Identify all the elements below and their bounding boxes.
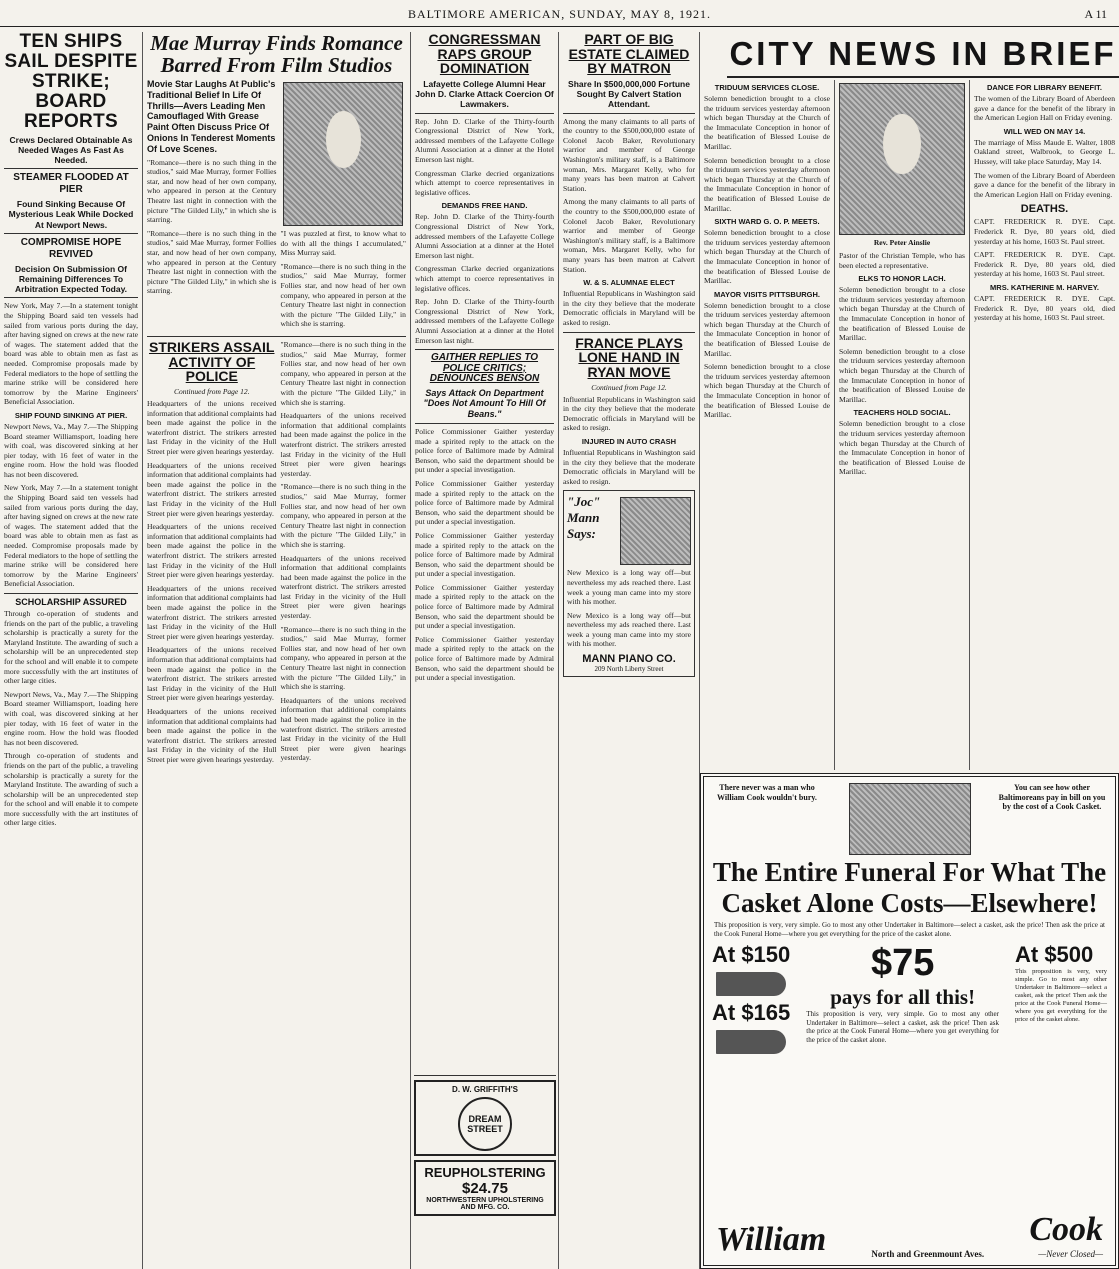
article-body: "Romance—there is no such thing in the studios," said Mae Murray, former Follies star, and now head of her own company, who appeared in person at the Century Theatre last night in connection with the picture "The Gilded Lily," in which she is starring. (280, 340, 406, 407)
article-body: Solemn benediction brought to a close the triduum services yesterday afternoon which began Thursday at the Church of the Immaculate Conception in honor of the beatification of Blessed Louise de Marillac. (704, 228, 830, 286)
rev-ainslie-photo (839, 83, 965, 235)
headline-gaither: GAITHER REPLIES TO POLICE CRITICS; DENOUNCES BENSON (429, 352, 540, 385)
subhead-wed: WILL WED ON MAY 14. (1003, 126, 1086, 136)
article-body: CAPT. FREDERICK R. DYE. Capt. Frederick R. Dye, 80 years old, died yesterday at his home, 1603 St. Paul street. (974, 250, 1115, 279)
mann-piano-address: 209 North Liberty Street (594, 665, 664, 674)
article-body: Headquarters of the unions received information that additional complaints had been made against the police in the waterfront district. The strikers arrested last Friday in the vicinity of the Hull Street pier were given hearings yesterday. (147, 645, 277, 703)
subhead-free-hand: DEMANDS FREE HAND. (441, 201, 528, 211)
article-body: Solemn benediction brought to a close the triduum services yesterday afternoon which began Thursday at the Church of the Immaculate Conception in honor of the beatification of Blessed Louise de Marillac. (839, 346, 965, 404)
article-body: Solemn benediction brought to a close the triduum services yesterday afternoon which began Thursday at the Church of the Immaculate Conception in honor of the beatification of Blessed Louise de Marillac. (704, 362, 830, 420)
city-news-in-brief-heading: CITY NEWS IN BRIEF (727, 32, 1119, 78)
article-body: Through co-operation of students and friends on the part of the public, a traveling scholarship is practically a surety for the Maryland Institute. The awarding of such a scholarship will be an unprecedented step for the school and will enable it to compete more successfully with the art institutes of other large cities. (4, 751, 138, 828)
headline-congressman: CONGRESSMAN RAPS GROUP DOMINATION (428, 32, 541, 77)
article-body: Solemn benediction brought to a close the triduum services yesterday afternoon which began Thursday at the Church of the Immaculate Conception in honor of the beatification of Blessed Louise de Marillac. (839, 419, 965, 477)
article-body: New York, May 7.—In a statement tonight the Shipping Board said ten vessels had sailed from various ports during the day, after having signed on crews at the new rate of wages. The statement added that the board was able to obtain men as fast as needed. Compromise proposals made by Federal mediators to the hope of settling the marine strike will be considered here tomorrow by the Marine Engineers' Beneficial Association. (4, 301, 138, 407)
small-ads-block (414, 1075, 556, 1266)
article-body: Solemn benediction brought to a close the triduum services yesterday afternoon which began Thursday at the Church of the Immaculate Conception in honor of the beatification of Blessed Louise de Marillac. (704, 94, 830, 151)
article-body: Newport News, Va., May 7.—The Shipping Board steamer Williamsport, loading here with coal, was discovered sinking at her pier today, with 16 feet of water in the engine room. How the hold was flooded has not been discovered. (4, 421, 138, 479)
ad-tagline: —Never Closed— (1038, 1249, 1103, 1259)
article-body: Solemn benediction brought to a close the triduum services yesterday afternoon which began Thursday at the Church of the Immaculate Conception in honor of the beatification of Blessed Louise de Marillac. (839, 285, 965, 343)
joc-mann-heading: "Joc" Mann Says: (567, 494, 601, 542)
casket-icon (716, 972, 786, 996)
subhead-ship-found: SHIP FOUND SINKING AT PIER. (14, 410, 128, 420)
dream-street-title: DREAM STREET (458, 1097, 512, 1151)
article-body: The marriage of Miss Maude E. Walter, 1808 Oakland street, Walbrook, to George L. Hussey, will take place Saturday, May 14. (974, 137, 1115, 166)
mae-murray-photo (283, 82, 403, 226)
ad-body: New Mexico is a long way off—but nevertheless my ads reached there. Last week a young man came into my store with his mother. (567, 610, 691, 649)
article-body: Through co-operation of students and friends on the part of the public, a traveling scholarship is practically a surety for the Maryland Institute. The awarding of such a scholarship will be an unprecedented step for the school and will enable it to compete more successfully with the art institutes of other large cities. (4, 609, 138, 686)
article-body: Influential Republicans in Washington said in the city they believe that the moderate Democratic officials in Maryland will be asked to resign. (563, 394, 695, 433)
column-estate (559, 32, 700, 1269)
deck-mae-murray: Movie Star Laughs At Public's Traditional Belief In Life Of Thrills—Avers Leading Men Camouflaged With Grease Paint Often Discuss Price Of Onions In Tenderest Moments Of Love Scenes. (147, 79, 276, 154)
divider (415, 423, 554, 424)
subhead-dance: DANCE FOR LIBRARY BENEFIT. (986, 83, 1102, 92)
subhead-auto-crash: INJURED IN AUTO CRASH (581, 436, 677, 446)
headline-strikers: STRIKERS ASSAIL ACTIVITY OF POLICE (148, 339, 275, 385)
article-body: Influential Republicans in Washington said in the city they believe that the moderate Democratic officials in Maryland will be asked to resign. (563, 289, 695, 327)
griffith-ad (414, 1080, 556, 1156)
column-city-news-3 (970, 80, 1119, 770)
divider (4, 297, 138, 298)
continued-note: Continued from Page 12. (173, 387, 250, 397)
page-number: A 11 (1084, 7, 1107, 21)
deck-decision: Decision On Submission Of Remaining Differences To Arbitration Expected Today. (14, 263, 128, 295)
ad-address: North and Greenmount Aves. (871, 1249, 985, 1259)
column-mae-murray (143, 32, 411, 1269)
divider (4, 168, 138, 169)
deck-sinking: Found Sinking Because Of Mysterious Leak While Docked At Newport News. (8, 199, 134, 230)
subhead-alumnae: W. & S. ALUMNAE ELECT (583, 278, 675, 288)
article-body: Among the many claimants to all parts of the country to the $500,000,000 estate of Colonel Jacob Baker, Revolutionary warrior and member of George Washington's military staff, is a Baltimore woman, Mrs. Margaret Kelly, who for many years has been matron at Calvert Station. (563, 116, 695, 193)
ad-body: New Mexico is a long way off—but nevertheless my ads reached there. Last week a young man came into my store with his mother. (567, 568, 691, 607)
divider (147, 336, 406, 337)
article-body: Headquarters of the unions received information that additional complaints had been made against the police in the waterfront district. The strikers arrested last Friday in the vicinity of the Hull Street pier were given hearings yesterday. (147, 706, 277, 764)
subhead-elks: ELKS TO HONOR LACH. (858, 274, 946, 284)
headline-france: FRANCE PLAYS LONE HAND IN RYAN MOVE (575, 334, 683, 380)
article-body: Police Commissioner Gaither yesterday made a spirited reply to the attack on the police force of Baltimore made by Admiral Benson, who said the department should be put under a special investigation. (415, 426, 554, 475)
article-body: Police Commissioner Gaither yesterday made a spirited reply to the attack on the police force of Baltimore made by Admiral Benson, who said the department should be put under a special investigation. (415, 582, 554, 631)
casket-icon (716, 1030, 786, 1054)
article-body: Solemn benediction brought to a close the triduum services yesterday afternoon which began Thursday at the Church of the Immaculate Conception in honor of the beatification of Blessed Louise de Marillac. (704, 300, 830, 358)
divider (563, 113, 695, 114)
continued-note: Continued from Page 12. (591, 382, 667, 392)
masthead (0, 0, 1119, 27)
headline-estate: PART OF BIG ESTATE CLAIMED BY MATRON (568, 32, 690, 77)
ad-intro: This proposition is very, very simple. Go to most any other Undertaker in Baltimore—select a casket, ask the price! Then ask the price at the Cook Funeral Home—where you get everything for the price of the casket alone. (714, 921, 1105, 938)
headline-ships-strike: TEN SHIPS SAIL DESPITE STRIKE; BOARD REPORTS (4, 32, 138, 132)
deck-lafayette: Lafayette College Alumni Hear John D. Clarke Attack Coercion Of Lawmakers. (415, 79, 554, 110)
article-body: Congressman Clarke decried organizations which attempt to coerce representatives in legislative offices. (415, 168, 554, 197)
ad-blurb-left: There never was a man who William Cook wouldn't bury. (717, 783, 817, 802)
article-body: CAPT. FREDERICK R. DYE. Capt. Frederick R. Dye, 80 years old, died yesterday at his home, 1603 St. Paul street. (974, 217, 1115, 246)
article-body: "Romance—there is no such thing in the studios," said Mae Murray, former Follies star, and now head of her own company, who appeared in person at the Century Theatre last night in connection with the picture "The Gilded Lily," in which she is starring. (147, 157, 277, 225)
article-body: "Romance—there is no such thing in the studios," said Mae Murray, former Follies star, and now head of her own company, who appeared in person at the Century Theatre last night in connection with the picture "The Gilded Lily," in which she is starring. (280, 261, 406, 329)
article-body: Congressman Clarke decried organizations which attempt to coerce representatives in legislative offices. (415, 264, 554, 293)
article-body: Headquarters of the unions received information that additional complaints had been made against the police in the waterfront district. The strikers arrested last Friday in the vicinity of the Hull Street pier were given hearings yesterday. (280, 553, 406, 621)
subhead-harvey: MRS. KATHERINE M. HARVEY. (990, 282, 1099, 292)
joc-mann-drawing (620, 497, 691, 565)
reupholstering-title: REUPHOLSTERING (424, 1165, 546, 1180)
divider (4, 593, 138, 594)
ad-blurb-right: You can see how other Baltimoreans pay in bill on you by the cost of a Cook Casket. (998, 783, 1106, 812)
deck-steamer-flooded: STEAMER FLOODED AT PIER (13, 172, 129, 196)
article-body: The women of the Library Board of Aberdeen gave a dance for the benefit of the library in the American Legion Hall on Friday evening. (974, 170, 1115, 199)
reupholstering-price: $24.75 (462, 1180, 508, 1197)
article-body: Headquarters of the unions received information that additional complaints had been made against the police in the waterfront district. The strikers arrested last Friday in the vicinity of the Hull Street pier were given hearings yesterday. (280, 695, 406, 763)
joc-mann-ad (563, 490, 695, 677)
article-body: Solemn benediction brought to a close the triduum services yesterday afternoon which began Thursday at the Church of the Immaculate Conception in honor of the beatification of Blessed Louise de Marillac. (704, 155, 830, 213)
article-body: Police Commissioner Gaither yesterday made a spirited reply to the attack on the police force of Baltimore made by Admiral Benson, who said the department should be put under a special investigation. (415, 478, 554, 527)
subhead-mayor: MAYOR VISITS PITTSBURGH. (714, 289, 820, 299)
article-body: Rep. John D. Clarke of the Thirty-fourth Congressional District of New York, addressed members of the Lafayette College Alumni Association at a dinner at the Hotel Emerson last night. (415, 297, 554, 345)
pays-for-all: pays for all this! (830, 985, 976, 1009)
upholstering-company: NORTHWESTERN UPHOLSTERING AND MFG. CO. (426, 1197, 544, 1211)
photo-caption: "I was puzzled at first, to know what to do with all the things I accumulated," Miss Murray said. (280, 229, 406, 258)
subhead-triduum: TRIDUUM SERVICES CLOSE. (714, 83, 820, 92)
ad-note: This proposition is very, very simple. Go to most any other Undertaker in Baltimore—select a casket, ask the price! Then ask the price at the Cook Funeral Home—where you get everything for the price of the casket alone. (1015, 968, 1107, 1023)
reupholstering-ad (414, 1160, 556, 1216)
divider (415, 113, 554, 114)
column-city-news-1 (700, 80, 835, 770)
headline-mae-murray: Mae Murray Finds Romance Barred From Film Studios (150, 32, 403, 78)
article-body: New York, May 7.—In a statement tonight the Shipping Board said ten vessels had sailed from various ports during the day, after having signed on crews at the new rate of wages. The statement added that the board was able to obtain men as fast as needed. Compromise proposals made by Federal mediators to the hope of settling the marine strike will be considered here tomorrow by the Marine Engineers' Beneficial Association. (4, 483, 138, 589)
mann-piano-name: MANN PIANO CO. (582, 653, 676, 666)
price-500: At $500 (1015, 942, 1094, 967)
ad-illustration (849, 783, 971, 855)
deck-estate: Share In $500,000,000 Fortune Sought By Calvert Station Attendant. (568, 79, 690, 110)
divider (563, 332, 695, 333)
article-body: Police Commissioner Gaither yesterday made a spirited reply to the attack on the police force of Baltimore made by Admiral Benson, who said the department should be put under a special investigation. (415, 530, 554, 579)
article-body: Headquarters of the unions received information that additional complaints had been made against the police in the waterfront district. The strikers arrested last Friday in the vicinity of the Hull Street pier were given hearings yesterday. (147, 522, 277, 580)
divider (415, 349, 554, 350)
divider (4, 233, 138, 234)
subhead-sixth-ward: SIXTH WARD G. O. P. MEETS. (714, 217, 820, 227)
griffith-name: D. W. GRIFFITH'S (452, 1085, 518, 1094)
ad-body: This proposition is very, very simple. Go to most any other Undertaker in Baltimore—select a casket, ask the price! Then ask the price at the Cook Funeral Home—where you get everything for the price of the casket alone. (806, 1010, 999, 1044)
brand-cook: Cook (1029, 1211, 1103, 1248)
price-75: $75 (870, 942, 935, 984)
deck-gaither: Says Attack On Department "Does Not Amount To Hill Of Beans." (423, 387, 546, 420)
article-body: "Romance—there is no such thing in the studios," said Mae Murray, former Follies star, and now head of her own company, who appeared in person at the Century Theatre last night in connection with the picture "The Gilded Lily," in which she is starring. (280, 624, 406, 692)
publication-line: BALTIMORE AMERICAN, SUNDAY, MAY 8, 1921. (407, 7, 712, 21)
article-body: The women of the Library Board of Aberdeen gave a dance for the benefit of the library in the American Legion Hall on Friday evening. (974, 94, 1115, 123)
ad-headline: The Entire Funeral For What The Casket Alone Costs—Elsewhere! (712, 857, 1107, 918)
subhead-scholarship: SCHOLARSHIP ASSURED (15, 597, 127, 607)
brand-william: William (716, 1221, 827, 1258)
price-165: At $165 (712, 1000, 791, 1025)
william-cook-funeral-ad (700, 773, 1119, 1269)
subhead-teachers: TEACHERS HOLD SOCIAL. (853, 408, 951, 418)
article-body: "Romance—there is no such thing in the studios," said Mae Murray, former Follies star, and now head of her own company, who appeared in person at the Century Theatre last night in connection with the picture "The Gilded Lily," in which she is starring. (147, 228, 277, 296)
deck-compromise: COMPROMISE HOPE REVIVED (20, 236, 122, 260)
article-body: Headquarters of the unions received information that additional complaints had been made against the police in the waterfront district. The strikers arrested last Friday in the vicinity of the Hull Street pier were given hearings yesterday. (147, 460, 277, 518)
deck-crews: Crews Declared Obtainable As Needed Wages As Fast As Needed. (9, 134, 133, 166)
article-body: Rep. John D. Clarke of the Thirty-fourth Congressional District of New York, addressed members of the Lafayette College Alumni Association at a dinner at the Hotel Emerson last night. (415, 116, 554, 164)
column-ships-strike (0, 32, 143, 1269)
photo-caption: Rev. Peter Ainslie (873, 238, 931, 247)
article-body: Headquarters of the unions received information that additional complaints had been made against the police in the waterfront district. The strikers arrested last Friday in the vicinity of the Hull Street pier were given hearings yesterday. (280, 411, 406, 478)
article-body: Headquarters of the unions received information that additional complaints had been made against the police in the waterfront district. The strikers arrested last Friday in the vicinity of the Hull Street pier were given hearings yesterday. (147, 399, 277, 457)
article-body: Headquarters of the unions received information that additional complaints had been made against the police in the waterfront district. The strikers arrested last Friday in the vicinity of the Hull Street pier were given hearings yesterday. (147, 583, 277, 641)
photo-subcaption: Pastor of the Christian Temple, who has been elected a representative. (839, 251, 965, 270)
article-body: Police Commissioner Gaither yesterday made a spirited reply to the attack on the police force of Baltimore made by Admiral Benson, who said the department should be put under a special investigation. (415, 634, 554, 683)
article-body: CAPT. FREDERICK R. DYE. Capt. Frederick R. Dye, 80 years old, died yesterday at his home, 1603 St. Paul street. (974, 293, 1115, 323)
article-body: Among the many claimants to all parts of the country to the $500,000,000 estate of Colonel Jacob Baker, Revolutionary warrior and member of George Washington's military staff, is a Baltimore woman, Mrs. Margaret Kelly, who for many years has been matron at Calvert Station. (563, 197, 695, 274)
subhead-deaths: DEATHS. (1020, 203, 1069, 216)
article-body: "Romance—there is no such thing in the studios," said Mae Murray, former Follies star, and now head of her own company, who appeared in person at the Century Theatre last night in connection with the picture "The Gilded Lily," in which she is starring. (280, 482, 406, 549)
article-body: Influential Republicans in Washington said in the city they believe that the moderate Democratic officials in Maryland will be asked to resign. (563, 447, 695, 486)
column-city-news-2 (835, 80, 970, 770)
price-150: At $150 (712, 942, 791, 967)
article-body: Rep. John D. Clarke of the Thirty-fourth Congressional District of New York, addressed members of the Lafayette College Alumni Association at a dinner at the Hotel Emerson last night. (415, 212, 554, 260)
article-body: Newport News, Va., May 7.—The Shipping Board steamer Williamsport, loading here with coal, was discovered sinking at her pier today, with 16 feet of water in the engine room. How the hold was flooded has not been discovered. (4, 689, 138, 747)
